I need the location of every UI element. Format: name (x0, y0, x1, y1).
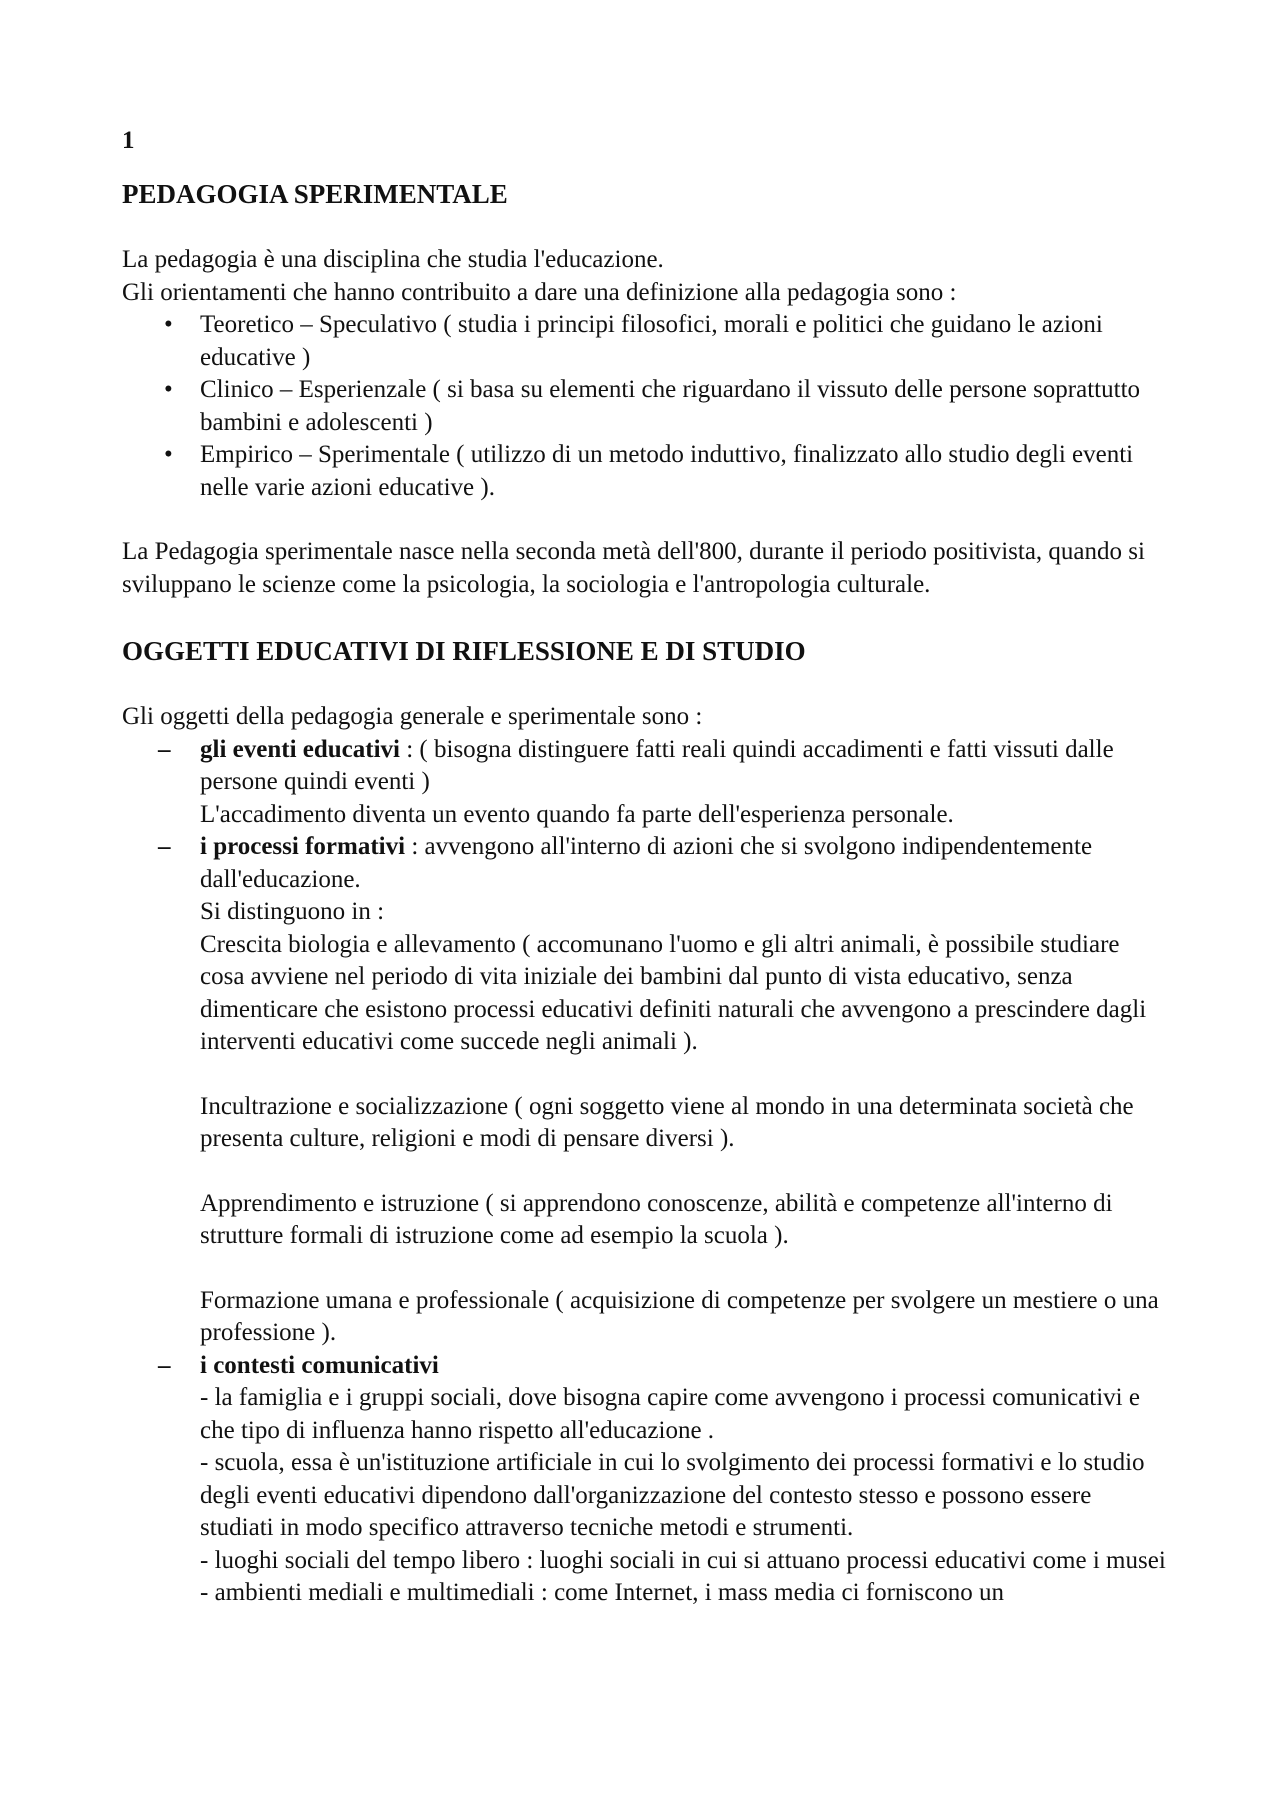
context-line: - la famiglia e i gruppi sociali, dove bisogna capire come avvengono i processi comunicativi e che tipo di influenza hanno rispetto all'educazione . (200, 1384, 1140, 1444)
list-item-contesti-comunicativi (122, 1350, 1168, 1610)
orientations-list (122, 309, 1168, 504)
bullet-icon: • (164, 311, 173, 338)
context-line: - luoghi sociali del tempo libero : luoghi sociali in cui si attuano processi educativi come i musei (200, 1546, 1166, 1574)
list-item (122, 374, 1168, 439)
item-lead: Si distinguono in : (200, 898, 385, 925)
list-item (122, 439, 1168, 504)
context-line: - scuola, essa è un'istituzione artificiale in cui lo svolgimento dei processi formativi e lo studio degli eventi educativi dipendono dall'organizzazione del contesto stesso e possono essere studiati in modo specifico attraverso tecniche metodi e strumenti. (200, 1449, 1145, 1541)
list-item-processi-formativi (122, 831, 1168, 1350)
bullet-icon: • (164, 376, 173, 403)
list-item-text: Teoretico – Speculativo ( studia i principi filosofici, morali e politici che guidano le azioni educative ) (200, 311, 1103, 371)
intro-paragraph-1: La pedagogia è una disciplina che studia l'educazione. (122, 246, 664, 273)
item-text: : ( bisogna distinguere fatti reali quindi accadimenti e fatti vissuti dalle persone quindi eventi ) (200, 735, 1114, 795)
process-paragraph: Formazione umana e professionale ( acquisizione di competenze per svolgere un mestiere o una professione ). (200, 1286, 1159, 1346)
process-paragraph: Crescita biologia e allevamento ( accomunano l'uomo e gli altri animali, è possibile studiare cosa avviene nel periodo di vita iniziale dei bambini dal punto di vista educativo, senza dimenticare che esistono processi educativi definiti naturali che avvengono a prescindere dagli interventi educativi come succede negli animali ). (200, 930, 1147, 1055)
process-paragraph: Incultrazione e socializzazione ( ogni soggetto viene al mondo in una determinata società che presenta culture, religioni e modi di pensare diversi ). (200, 1092, 1134, 1152)
dash-icon: – (158, 1351, 171, 1379)
list-item (122, 309, 1168, 374)
list-item-text: Clinico – Esperienzale ( si basa su elementi che riguardano il vissuto delle persone soprattutto bambini e adolescenti ) (200, 376, 1141, 436)
intro-paragraph-2: Gli orientamenti che hanno contribuito a dare una definizione alla pedagogia sono : (122, 278, 957, 306)
list-item-eventi-educativi (122, 734, 1168, 832)
dash-icon: – (158, 833, 171, 860)
process-paragraph: Apprendimento e istruzione ( si apprendono conoscenze, abilità e competenze all'interno di strutture formali di istruzione come ad esempio la scuola ). (200, 1189, 1113, 1249)
section-title-pedagogia: PEDAGOGIA SPERIMENTALE (122, 179, 508, 209)
list-item-text: Empirico – Sperimentale ( utilizzo di un metodo induttivo, finalizzato allo studio degli eventi nelle varie azioni educative ). (200, 441, 1134, 501)
item-text: : avvengono all'interno di azioni che si svolgono indipendentemente dall'educazione. (200, 833, 1093, 893)
dash-icon: – (158, 735, 171, 763)
term-contesti-comunicativi: i contesti comunicativi (200, 1351, 439, 1379)
closing-paragraph: La Pedagogia sperimentale nasce nella seconda metà dell'800, durante il periodo positivista, quando si sviluppano le scienze come la psicologia, la sociologia e l'antropologia culturale. (122, 538, 1145, 598)
objects-intro: Gli oggetti della pedagogia generale e sperimentale sono : (122, 703, 703, 730)
term-eventi-educativi: gli eventi educativi (200, 735, 400, 763)
context-line: - ambienti mediali e multimediali : come Internet, i mass media ci forniscono un (200, 1579, 1004, 1606)
term-processi-formativi: i processi formativi (200, 833, 406, 860)
page-number: 1 (122, 127, 135, 154)
item-note: L'accadimento diventa un evento quando fa parte dell'esperienza personale. (200, 800, 954, 828)
section-title-oggetti: OGGETTI EDUCATIVI DI RIFLESSIONE E DI STUDIO (122, 636, 806, 666)
objects-list (122, 734, 1168, 1610)
bullet-icon: • (164, 441, 173, 468)
